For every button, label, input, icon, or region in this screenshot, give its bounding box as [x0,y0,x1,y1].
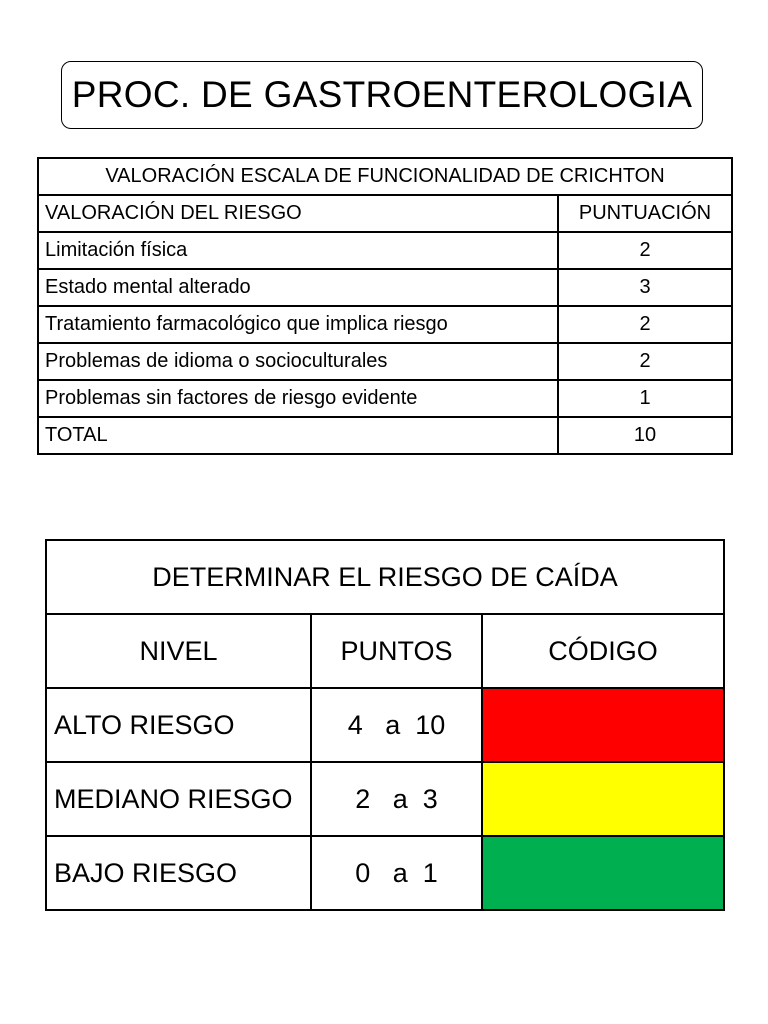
table-row [46,688,724,762]
table-row [38,232,732,269]
risk-factor-score: 3 [558,269,732,306]
column-header-points: PUNTOS [311,614,482,688]
crichton-table-title: VALORACIÓN ESCALA DE FUNCIONALIDAD DE CRICHTON [38,158,732,195]
risk-level-label: BAJO RIESGO [46,836,311,910]
fall-risk-table [45,539,725,911]
page-title: PROC. DE GASTROENTEROLOGIA [61,61,703,129]
risk-points-range: 4 a 10 [311,688,482,762]
risk-factor-label: Limitación física [38,232,558,269]
fall-risk-table-title: DETERMINAR EL RIESGO DE CAÍDA [46,540,724,614]
risk-factor-score: 1 [558,380,732,417]
column-header-score: PUNTUACIÓN [558,195,732,232]
column-header-code: CÓDIGO [482,614,724,688]
table-row [38,343,732,380]
risk-color-code [482,762,724,836]
table-row [38,269,732,306]
risk-factor-label: Estado mental alterado [38,269,558,306]
risk-level-label: ALTO RIESGO [46,688,311,762]
risk-factor-label: Problemas sin factores de riesgo evidente [38,380,558,417]
table-column-header-row [46,614,724,688]
risk-color-code [482,688,724,762]
column-header-risk: VALORACIÓN DEL RIESGO [38,195,558,232]
risk-factor-score: 2 [558,232,732,269]
risk-points-range: 0 a 1 [311,836,482,910]
table-column-header-row [38,195,732,232]
risk-level-label: MEDIANO RIESGO [46,762,311,836]
risk-factor-label: Tratamiento farmacológico que implica riesgo [38,306,558,343]
risk-color-code [482,836,724,910]
table-row [38,380,732,417]
total-label: TOTAL [38,417,558,454]
table-total-row [38,417,732,454]
table-header-row [38,158,732,195]
table-row [46,762,724,836]
total-score: 10 [558,417,732,454]
crichton-scale-table [37,157,733,455]
column-header-level: NIVEL [46,614,311,688]
risk-factor-score: 2 [558,306,732,343]
table-row [46,836,724,910]
risk-factor-score: 2 [558,343,732,380]
risk-factor-label: Problemas de idioma o socioculturales [38,343,558,380]
table-row [38,306,732,343]
risk-points-range: 2 a 3 [311,762,482,836]
table-header-row [46,540,724,614]
